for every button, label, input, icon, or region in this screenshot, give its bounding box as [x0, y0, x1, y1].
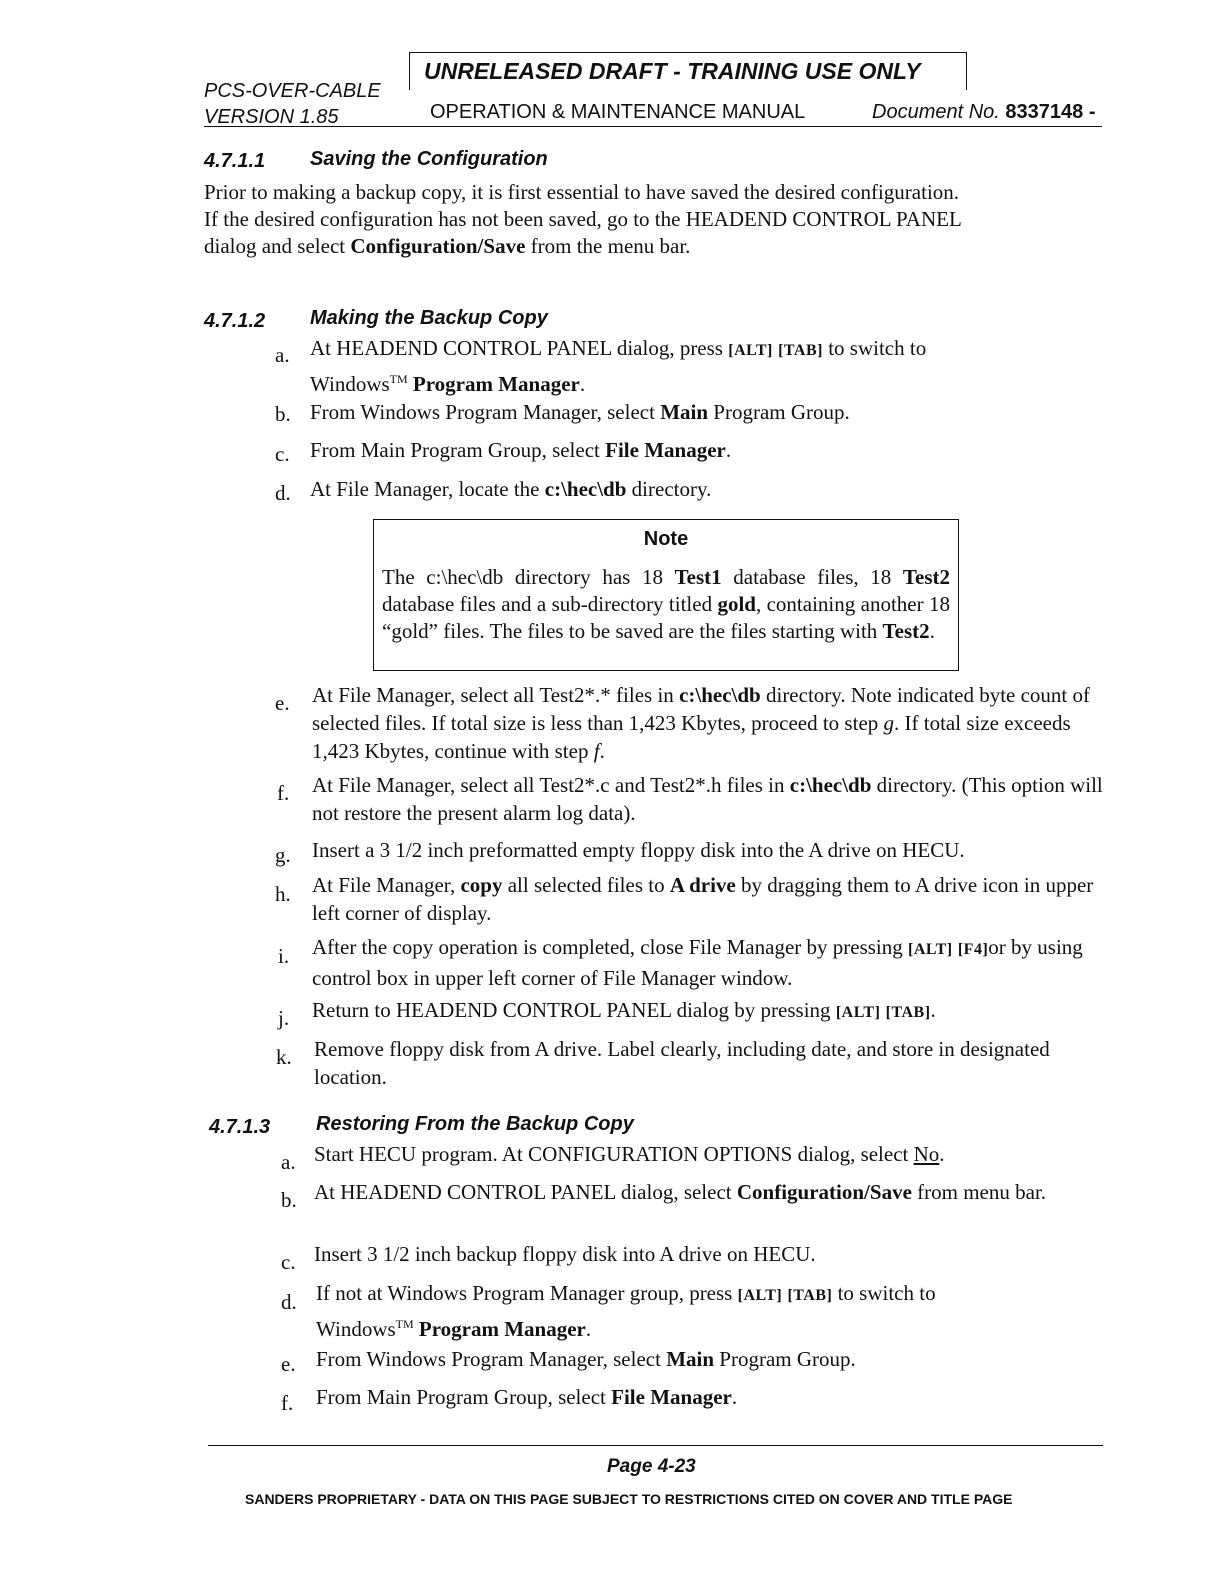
- list-item: Insert 3 1/2 inch backup floppy disk into A drive on HECU.: [314, 1242, 816, 1266]
- product-version: VERSION 1.85: [204, 106, 339, 128]
- text: .: [579, 372, 586, 396]
- bold-text: Program Manager: [412, 372, 580, 396]
- section-number: 4.7.1.1: [204, 150, 266, 172]
- list-item: [316, 1345, 1126, 1373]
- list-label: d.: [275, 481, 291, 505]
- section-title: Making the Backup Copy: [310, 307, 548, 329]
- bold-text: Program Manager: [418, 1317, 586, 1341]
- text: Program Group.: [708, 400, 850, 424]
- italic-text: f: [593, 739, 600, 763]
- bold-text: gold: [717, 592, 756, 616]
- page-number: Page 4-23: [607, 1456, 696, 1477]
- paragraph-line: Prior to making a backup copy, it is first essential to have saved the desired configuration.: [204, 180, 960, 204]
- bold-text: Main: [666, 1347, 715, 1371]
- text: or by using control box in upper left corner of File Manager window.: [312, 935, 1083, 990]
- list-label: e.: [275, 691, 290, 715]
- text: directory.: [626, 477, 712, 501]
- list-label: d.: [281, 1290, 297, 1314]
- text: all selected files to: [502, 873, 670, 897]
- text: dialog and select: [204, 234, 351, 258]
- list-item: [312, 771, 1122, 827]
- list-label: c.: [281, 1250, 296, 1274]
- footer-rule: [208, 1445, 1103, 1446]
- trademark: TM: [395, 1317, 414, 1331]
- key: [F4]: [957, 941, 989, 958]
- text: The c:\hec\db directory has 18: [382, 565, 675, 589]
- text: If not at Windows Program Manager group, press: [316, 1281, 738, 1305]
- key: [ALT]: [737, 1287, 783, 1304]
- text: .: [930, 998, 936, 1022]
- product-name: PCS-OVER-CABLE: [204, 80, 381, 102]
- list-label: a.: [275, 343, 290, 367]
- bold-text: File Manager: [611, 1385, 732, 1409]
- text: Start HECU program. At CONFIGURATION OPTIONS dialog, select: [314, 1142, 914, 1166]
- trademark: TM: [389, 372, 408, 386]
- note-box: [373, 519, 959, 671]
- italic-text: g: [883, 711, 895, 735]
- bold-text: Test1: [674, 565, 722, 589]
- proprietary-notice: SANDERS PROPRIETARY - DATA ON THIS PAGE SUBJECT TO RESTRICTIONS CITED ON COVER AND TITLE PAGE: [245, 1491, 1013, 1507]
- bold-text: Configuration/Save: [736, 1180, 912, 1204]
- bold-text: Test2: [882, 619, 930, 643]
- section-title: Saving the Configuration: [310, 148, 548, 170]
- section-number: 4.7.1.3: [209, 1116, 271, 1138]
- text: directory. Note indicated byte count of selected files. If total size is less than 1,423 Kbytes, proceed to step: [312, 683, 1091, 735]
- section-number: 4.7.1.2: [204, 310, 266, 332]
- text: to switch to: [832, 1281, 936, 1305]
- list-item: [310, 334, 1120, 398]
- list-label: c.: [275, 442, 290, 466]
- list-label: k.: [276, 1045, 292, 1069]
- list-label: a.: [281, 1150, 296, 1174]
- bold-text: Configuration/Save: [350, 234, 526, 258]
- key: [TAB]: [778, 342, 823, 359]
- text: .: [731, 1385, 738, 1409]
- key: [TAB]: [885, 1004, 931, 1021]
- list-item: [310, 398, 1120, 426]
- document-number: [872, 101, 1095, 124]
- list-item: Insert a 3 1/2 inch preformatted empty floppy disk into the A drive on HECU.: [312, 838, 965, 862]
- doc-label: Document No.: [872, 101, 1000, 123]
- underlined-text: No: [913, 1142, 940, 1166]
- bold-text: Test2: [902, 565, 950, 589]
- key: [ALT]: [728, 342, 773, 359]
- list-label: f.: [281, 1391, 294, 1415]
- list-label: b.: [281, 1188, 297, 1212]
- text: from the menu bar.: [525, 234, 691, 258]
- text: from menu bar.: [911, 1180, 1047, 1204]
- text: Windows: [310, 372, 390, 396]
- list-item: [312, 681, 1122, 765]
- paragraph-line: If the desired configuration has not been saved, go to the HEADEND CONTROL PANEL: [204, 207, 962, 231]
- draft-banner: [409, 52, 967, 90]
- list-label: g.: [275, 843, 291, 867]
- text: .: [585, 1317, 592, 1341]
- text: At File Manager, select all Test2*.* files in: [312, 683, 680, 707]
- list-item: [316, 1279, 1126, 1343]
- key: [ALT]: [908, 941, 953, 958]
- list-label: j.: [278, 1006, 290, 1030]
- list-label: i.: [278, 944, 290, 968]
- bold-text: copy: [460, 873, 503, 897]
- bold-text: c:\hec\db: [544, 477, 627, 501]
- list-item: [312, 996, 1122, 1027]
- text: to switch to: [822, 336, 927, 360]
- text: From Main Program Group, select: [316, 1385, 612, 1409]
- text: . If total size exceeds 1,423 Kbytes, continue with step: [312, 711, 1071, 763]
- text: directory. (This option will not restore the present alarm log data).: [312, 773, 1103, 825]
- list-item: [310, 475, 1120, 503]
- doc-number-value: 8337148 -: [1005, 101, 1096, 123]
- list-item: [312, 871, 1122, 927]
- text: .: [725, 438, 732, 462]
- list-label: e.: [281, 1352, 296, 1376]
- bold-text: File Manager: [605, 438, 726, 462]
- text: At File Manager, locate the: [310, 477, 545, 501]
- text: database files and a sub-directory titled: [382, 592, 718, 616]
- text: Program Group.: [714, 1347, 856, 1371]
- key: [ALT]: [835, 1004, 881, 1021]
- text: At File Manager,: [312, 873, 461, 897]
- key: [TAB]: [787, 1287, 833, 1304]
- list-item: [314, 1178, 1124, 1206]
- bold-text: Main: [660, 400, 709, 424]
- note-body: [382, 564, 950, 645]
- list-item: [314, 1140, 1124, 1168]
- text: At HEADEND CONTROL PANEL dialog, press: [310, 336, 729, 360]
- list-item: [310, 436, 1120, 464]
- text: .: [939, 1142, 945, 1166]
- text: .: [599, 739, 605, 763]
- text: .: [929, 619, 935, 643]
- text: From Main Program Group, select: [310, 438, 606, 462]
- paragraph-line: [204, 232, 690, 261]
- text: At HEADEND CONTROL PANEL dialog, select: [314, 1180, 737, 1204]
- list-label: f.: [277, 781, 290, 805]
- bold-text: c:\hec\db: [789, 773, 872, 797]
- text: database files, 18: [721, 565, 903, 589]
- text: , containing another 18 “gold” files. The files to be saved are the files starting with: [382, 592, 950, 643]
- text: Return to HEADEND CONTROL PANEL dialog by pressing: [312, 998, 836, 1022]
- manual-title: OPERATION & MAINTENANCE MANUAL: [430, 101, 806, 123]
- header-rule: [204, 126, 1102, 127]
- text: From Windows Program Manager, select: [316, 1347, 667, 1371]
- text: After the copy operation is completed, close File Manager by pressing: [312, 935, 908, 959]
- list-item: [312, 933, 1122, 992]
- bold-text: A drive: [669, 873, 736, 897]
- list-label: b.: [275, 402, 291, 426]
- text: At File Manager, select all Test2*.c and Test2*.h files in: [312, 773, 790, 797]
- list-label: h.: [275, 882, 291, 906]
- draft-banner-text: UNRELEASED DRAFT - TRAINING USE ONLY: [424, 58, 921, 84]
- text: Windows: [316, 1317, 396, 1341]
- text: From Windows Program Manager, select: [310, 400, 661, 424]
- list-item: Remove floppy disk from A drive. Label clearly, including date, and store in designated location.: [314, 1037, 1050, 1089]
- section-title: Restoring From the Backup Copy: [316, 1113, 634, 1135]
- bold-text: c:\hec\db: [679, 683, 761, 707]
- list-item: [316, 1383, 1126, 1411]
- note-title: Note: [643, 528, 689, 550]
- text: by dragging them to A drive icon in upper left corner of display.: [312, 873, 1094, 925]
